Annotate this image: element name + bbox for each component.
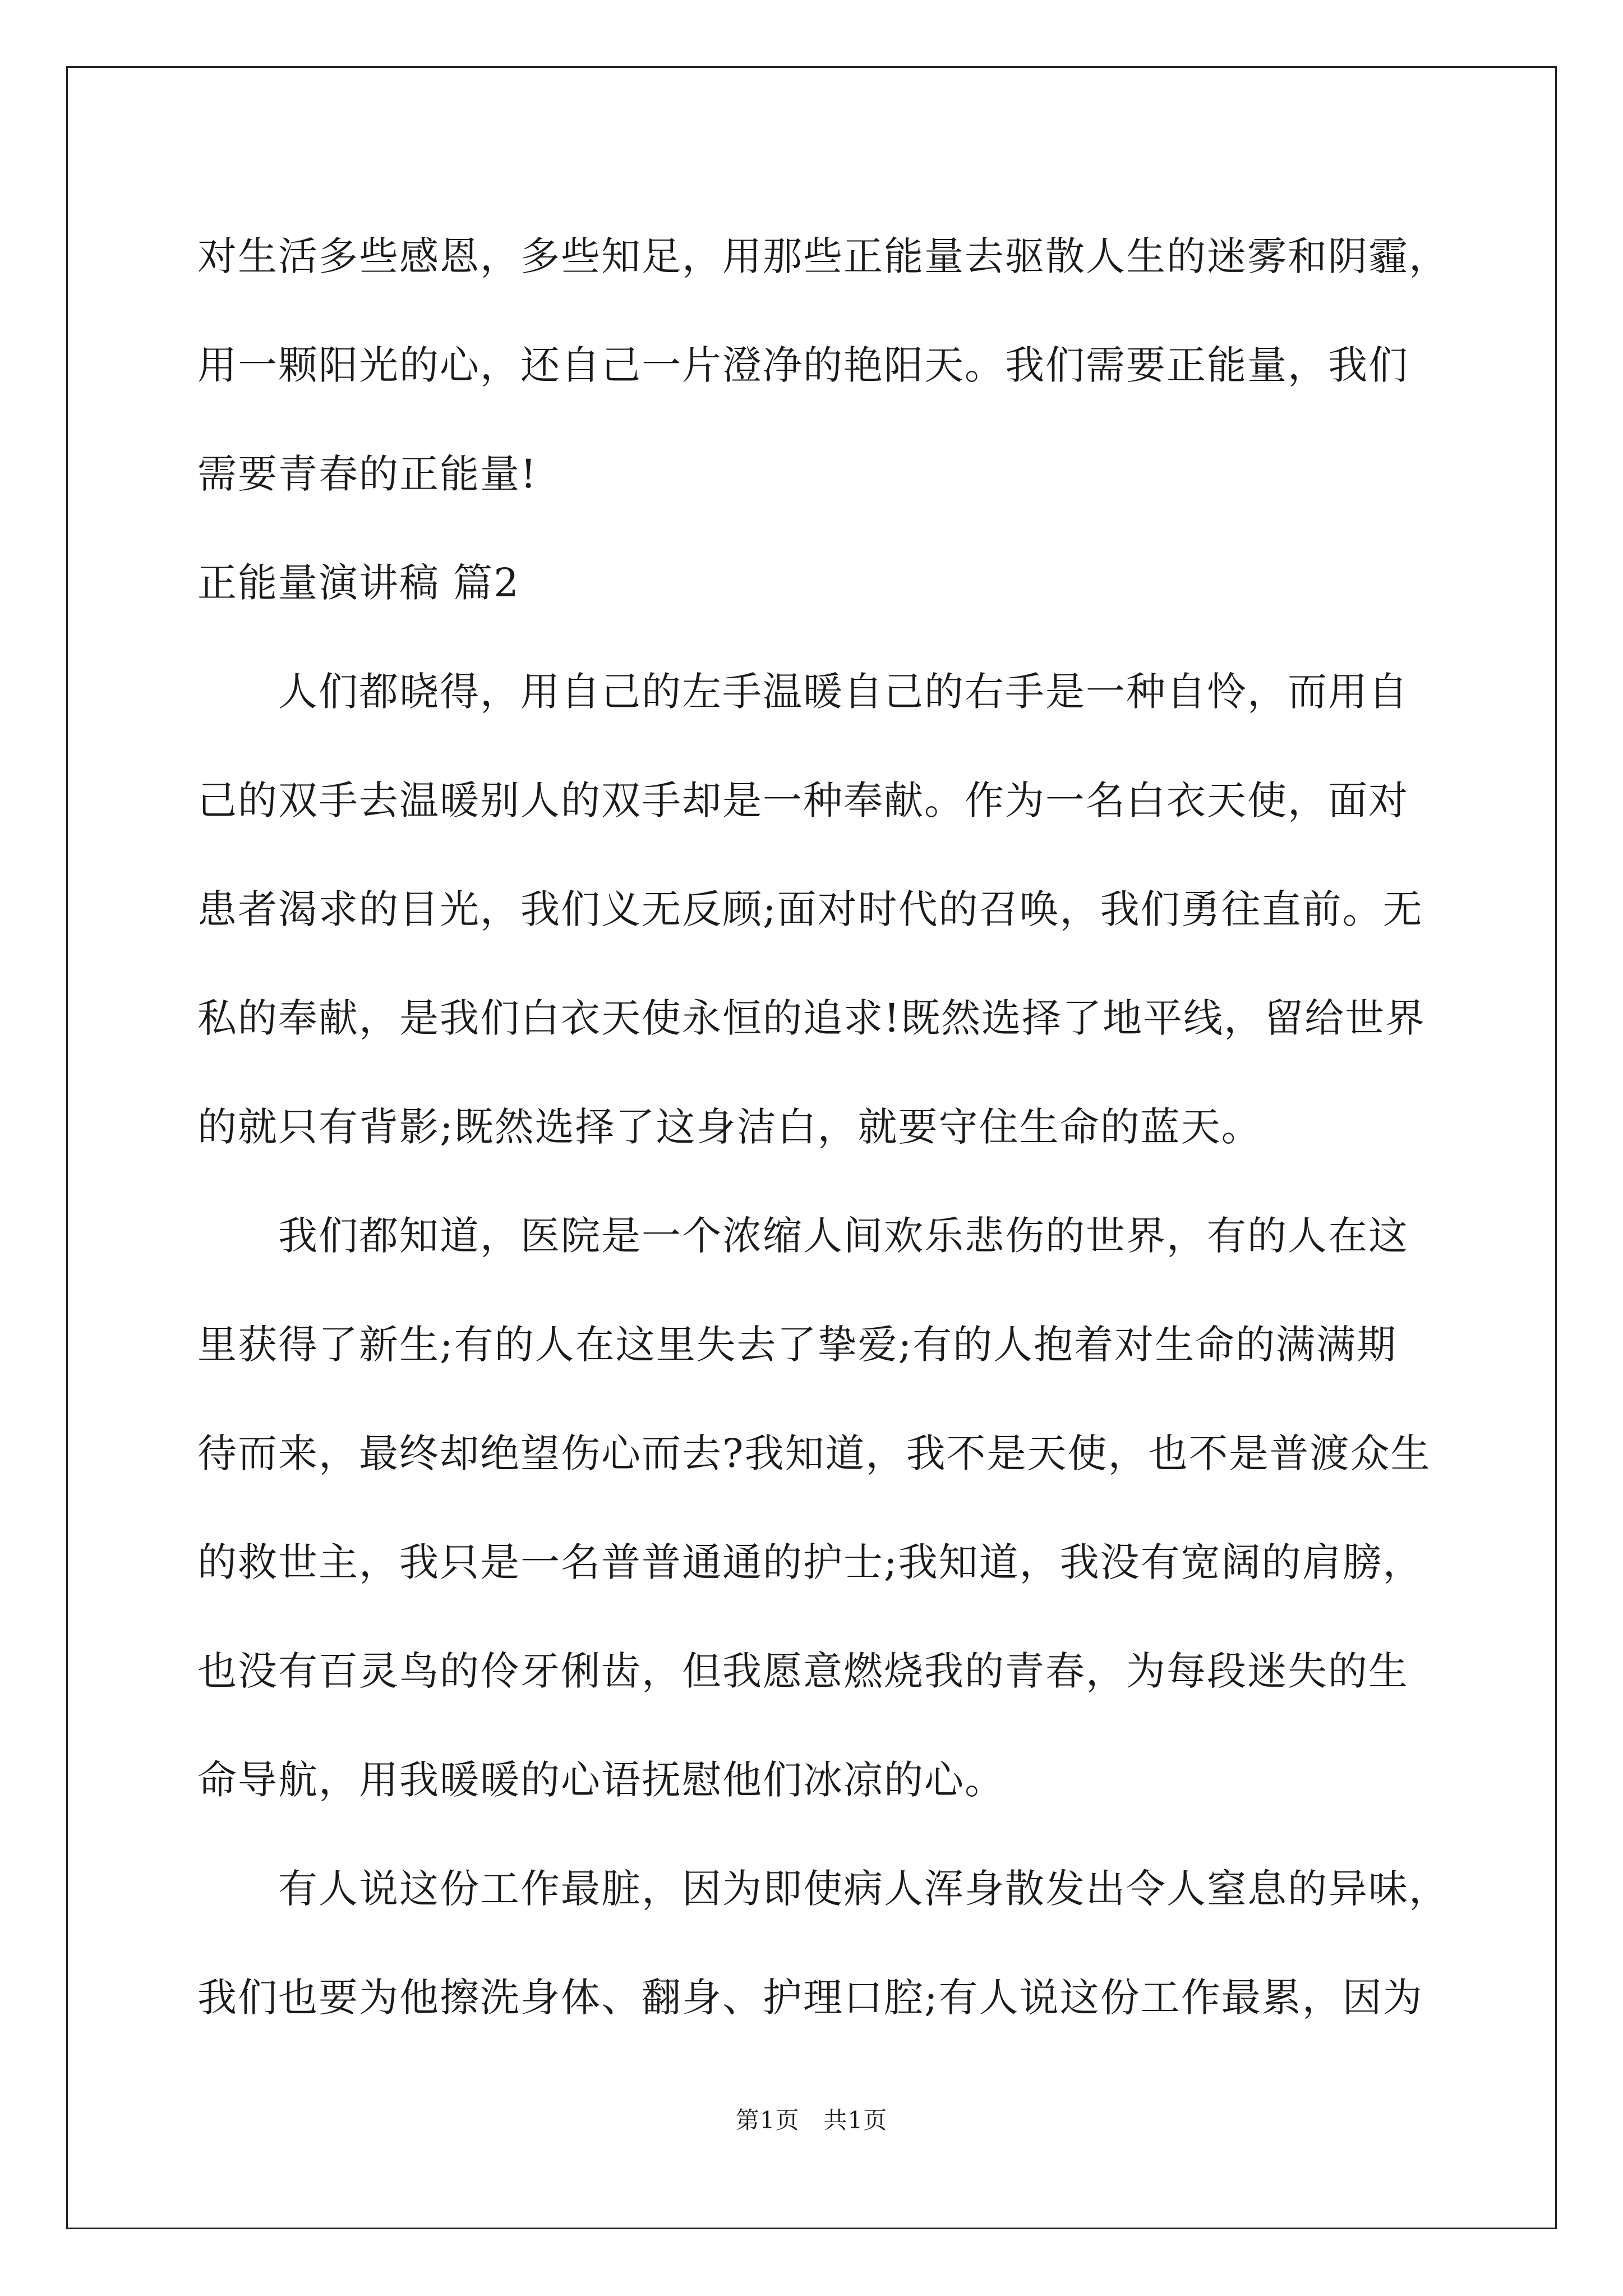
text-line: 用一颗阳光的心，还自己一片澄净的艳阳天。我们需要正能量，我们 <box>197 342 1409 388</box>
page-footer: 第1页 共1页 <box>735 2106 888 2134</box>
text-line: 私的奉献，是我们白衣天使永恒的追求!既然选择了地平线，留给世界 <box>197 995 1426 1041</box>
text-line: 里获得了新生;有的人在这里失去了挚爱;有的人抱着对生命的满满期 <box>197 1322 1398 1368</box>
section-heading: 正能量演讲稿 篇2 <box>197 560 520 606</box>
text-line: 待而来，最终却绝望伤心而去?我知道，我不是天使，也不是普渡众生 <box>197 1430 1431 1476</box>
text-line: 也没有百灵鸟的伶牙俐齿，但我愿意燃烧我的青春，为每段迷失的生 <box>197 1648 1409 1694</box>
text-line: 对生活多些感恩，多些知足，用那些正能量去驱散人生的迷雾和阴霾， <box>197 233 1449 279</box>
text-line: 我们都知道，医院是一个浓缩人间欢乐悲伤的世界，有的人在这 <box>197 1213 1409 1259</box>
text-line: 的救世主，我只是一名普普通通的护士;我知道，我没有宽阔的肩膀， <box>197 1539 1423 1585</box>
text-line: 有人说这份工作最脏，因为即使病人浑身散发出令人窒息的异味， <box>197 1866 1449 1912</box>
text-line: 己的双手去温暖别人的双手却是一种奉献。作为一名白衣天使，面对 <box>197 777 1409 823</box>
text-line: 的就只有背影;既然选择了这身洁白，就要守住生命的蓝天。 <box>197 1104 1262 1150</box>
text-line: 命导航，用我暖暖的心语抚慰他们冰凉的心。 <box>197 1757 1005 1803</box>
text-line: 人们都晓得，用自己的左手温暖自己的右手是一种自怜，而用自 <box>197 669 1409 715</box>
text-line: 患者渴求的目光，我们义无反顾;面对时代的召唤，我们勇往直前。无 <box>197 886 1423 932</box>
text-line: 我们也要为他擦洗身体、翻身、护理口腔;有人说这份工作最累，因为 <box>197 1975 1423 2021</box>
document-body <box>197 202 1448 2052</box>
text-line: 需要青春的正能量! <box>197 451 538 497</box>
